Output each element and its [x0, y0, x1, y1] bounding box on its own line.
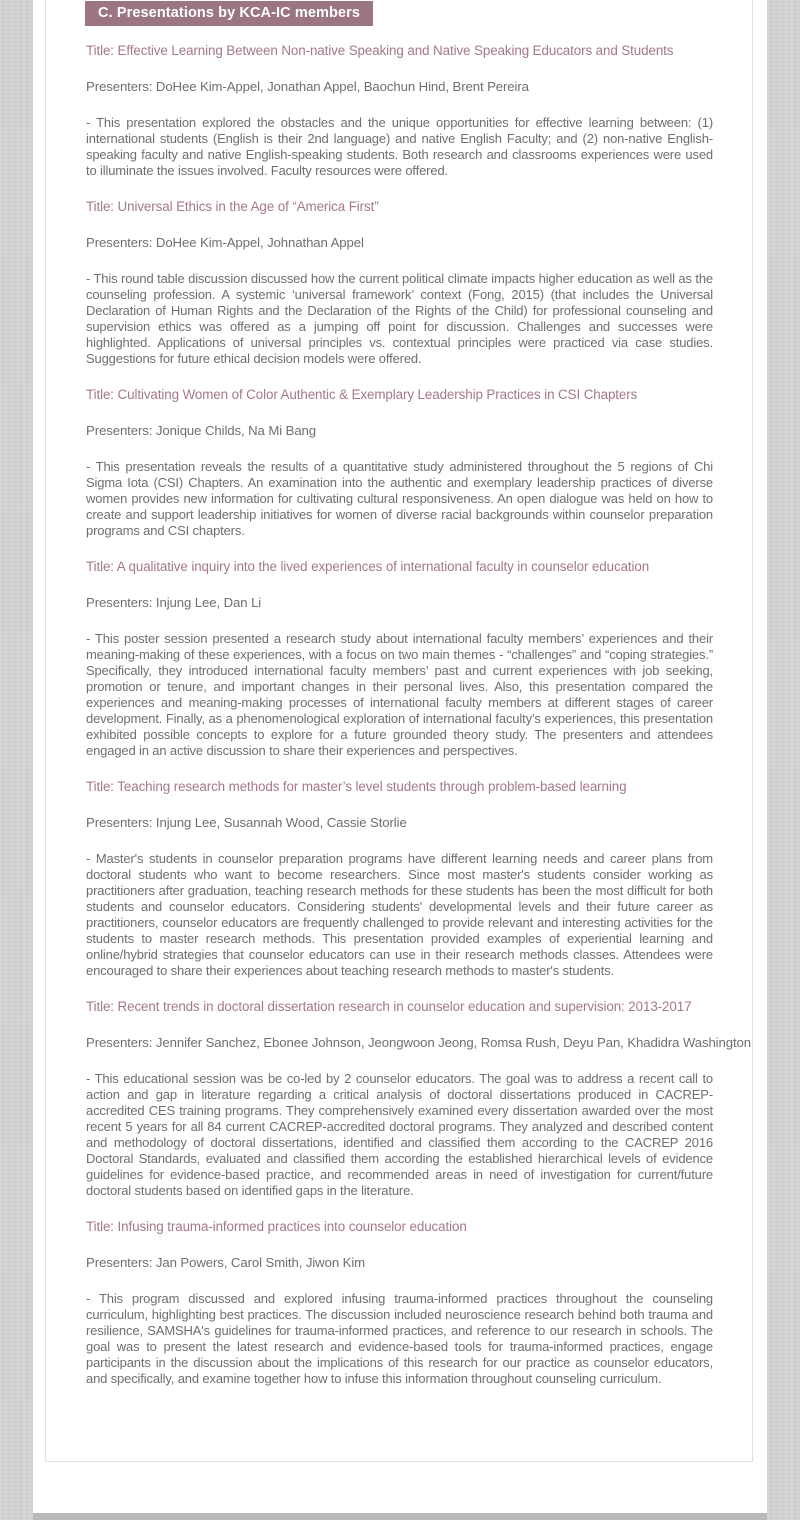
presentation-entry	[86, 1219, 713, 1387]
presentation-entry	[86, 43, 713, 179]
presentation-description: - This educational session was be co-led by 2 counselor educators. The goal was to address a recent call to action and gap in literature regarding a critical analysis of doctoral dissertations produced in CACREP-accredited CES training programs. They comprehensively examined every dissertation awarded over the most recent 5 years for all 84 current CACREP-accredited doctoral programs. They analyzed and described content and methodology of doctoral dissertations, identified and classified them according to the CACREP 2016 Doctoral Standards, evaluated and classified them according the established hierarchical levels of evidence guidelines for evidence-based practice, and recommended areas in need of investigation for current/future doctoral students based on identified gaps in the literature.	[86, 1071, 713, 1198]
presentation-presenters: Presenters: DoHee Kim-Appel, Johnathan Appel	[86, 235, 364, 250]
document-page	[33, 0, 767, 1520]
presentation-entry	[86, 999, 752, 1199]
presentation-presenters: Presenters: Injung Lee, Dan Li	[86, 595, 262, 610]
presentation-title: Title: Universal Ethics in the Age of “America First”	[86, 199, 379, 214]
presentation-entry	[86, 779, 713, 979]
presentation-presenters: Presenters: Jonique Childs, Na Mi Bang	[86, 423, 317, 438]
presentation-presenters: Presenters: DoHee Kim-Appel, Jonathan Appel, Baochun Hind, Brent Pereira	[86, 79, 529, 94]
presentation-title: Title: A qualitative inquiry into the lived experiences of international faculty in counselor education	[86, 559, 650, 574]
presentation-entry	[86, 199, 713, 367]
presentation-title: Title: Teaching research methods for master’s level students through problem-based learning	[86, 779, 627, 794]
presentation-description: - This presentation explored the obstacles and the unique opportunities for effective learning between: (1) international students (English is their 2nd language) and native English Faculty; and (2) non-native English-speaking faculty and native English-speaking students. Both research and classrooms experiences were used to illuminate the issues involved. Faculty resources were offered.	[86, 115, 713, 178]
next-page-top-edge-bar	[33, 1513, 767, 1520]
presentation-presenters: Presenters: Injung Lee, Susannah Wood, Cassie Storlie	[86, 815, 407, 830]
presentation-description: - This program discussed and explored infusing trauma-informed practices throughout the counseling curriculum, highlighting best practices. The discussion included neuroscience research behind both trauma and resilience, SAMSHA's guidelines for trauma-informed practices, and reference to our research in schools. The goal was to present the latest research and evidence-based tools for trauma-informed practices, engage participants in the discussion about the implications of this research for our practice as counselor educators, and specifically, and examine together how to infuse this information throughout counseling curriculum.	[86, 1291, 713, 1386]
section-header-badge: C. Presentations by KCA-IC members	[85, 1, 373, 26]
presentation-description: - This presentation reveals the results of a quantitative study administered throughout the 5 regions of Chi Sigma Iota (CSI) Chapters. An examination into the authentic and exemplary leadership practices of diverse women provides new information for cultivating cultural responsiveness. An open dialogue was held on how to create and support leadership initiatives for women of diverse racial backgrounds within counselor preparation programs and CSI chapters.	[86, 459, 713, 538]
presentation-presenters: Presenters: Jan Powers, Carol Smith, Jiwon Kim	[86, 1255, 366, 1270]
presentation-description: - This round table discussion discussed how the current political climate impacts higher education as well as the counseling profession. A systemic ‘universal framework’ context (Fong, 2015) (that includes the Universal Declaration of Human Rights and the Declaration of the Rights of the Child) for professional counseling and supervision ethics was offered as a jumping off point for discussion. Challenges and successes were highlighted. Applications of universal principles vs. contextual principles were practiced via case studies. Suggestions for future ethical decision models were offered.	[86, 271, 713, 366]
presentation-title: Title: Cultivating Women of Color Authentic & Exemplary Leadership Practices in CSI Chapters	[86, 387, 638, 402]
content-panel	[45, 0, 753, 1462]
presentation-presenters: Presenters: Jennifer Sanchez, Ebonee Johnson, Jeongwoon Jeong, Romsa Rush, Deyu Pan, Khadidra Washington	[86, 1035, 752, 1050]
presentation-entry	[86, 559, 713, 759]
presentation-entry	[86, 387, 713, 539]
presentation-title: Title: Effective Learning Between Non-native Speaking and Native Speaking Educators and Students	[86, 43, 674, 58]
presentation-title: Title: Infusing trauma-informed practices into counselor education	[86, 1219, 467, 1234]
presentation-title: Title: Recent trends in doctoral dissertation research in counselor education and supervision: 2013-2017	[86, 999, 692, 1014]
presentation-description: - This poster session presented a research study about international faculty members’ experiences and their meaning-making of these experiences, with a focus on two main themes - “challenges” and “coping strategies.” Specifically, they introduced international faculty members’ past and current experiences with job seeking, promotion or tenure, and important changes in their personal lives. Also, this presentation compared the experiences and meaning-making processes of international faculty members at different stages of career development. Finally, as a phenomenological exploration of international faculty’s experiences, this presentation exhibited possible concepts to explore for a future grounded theory study. The presenters and attendees engaged in an active discussion to share their experiences and perspectives.	[86, 631, 713, 758]
presentation-description: - Master's students in counselor preparation programs have different learning needs and career plans from doctoral students who want to become researchers. Since most master's students consider working as practitioners after graduation, teaching research methods for these students has been the most difficult for both students and counselor educators. Considering students' developmental levels and their future career as practitioners, counselor educators are frequently challenged to provide relevant and interesting activities for the students to master research methods. This presentation provided examples of experiential learning and online/hybrid strategies that counselor educators can use in their research methods classes. Attendees were encouraged to share their experiences about teaching research methods to master's students.	[86, 851, 713, 978]
